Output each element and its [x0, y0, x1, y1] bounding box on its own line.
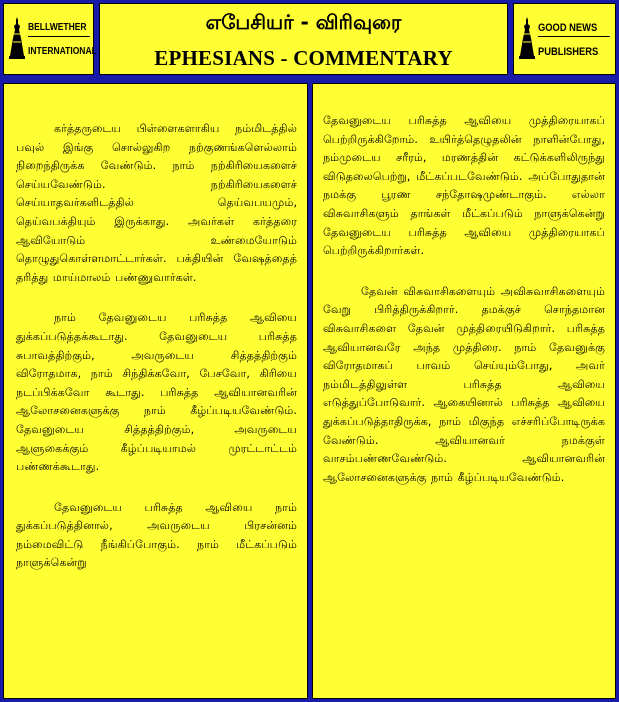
- left-logo-box: [3, 3, 97, 75]
- paragraph: கர்த்தருடைய பிள்ளைகளாகிய நம்மிடத்தில் பவுல் இங்கு சொல்லுகிற நற்குணங்களெல்லாம் நிறைந்திருக்க வேண்டும். நாம் நற்கிரியைகளைச் செய்யவேண்டும். நற்கிரியைகளைச் செய்யாதவர்களிடத்தில் தெய்வபயமும், தெய்வபக்தியும் இருக்காது. அவர்கள் கர்த்தரை ஆவியோடும் உண்மையோடும் தொழுதுகொள்ளமாட்டார்கள். பக்தியின் வேஷத்தைத் தரித்து மாய்மாலம் பண்ணுவார்கள்.: [16, 122, 297, 284]
- title-tamil: எபேசியர் - விரிவுரை: [205, 10, 402, 34]
- good-news-logo: [518, 14, 602, 66]
- left-column: [3, 83, 308, 699]
- logo-divider: [28, 36, 90, 37]
- title-box: [99, 3, 508, 75]
- header-bar: [0, 0, 619, 78]
- good-news-icon: [518, 16, 536, 62]
- right-logo-box: [513, 3, 616, 75]
- left-logo-line2: INTERNATIONAL: [28, 46, 97, 57]
- title-english: EPHESIANS - COMMENTARY: [154, 46, 453, 70]
- paragraph: தேவனுடைய பரிசுத்த ஆவியை முத்திரையாகப் பெற்றிருக்கிறோம். உயிர்த்தெழுதலின் நாளின்போது, நம்முடைய சரீரம், மரணத்தின் கட்டுக்களிலிருந்து விடுதலைபெற்று, மீட்கப்படவேண்டும். அப்போதுதான் நமக்கு பூரண சந்தோஷமுண்டாகும். எல்லா விசுவாசிகளும் தாங்கள் மீட்கப்படும் நாளுக்கென்று தேவனுடைய பரிசுத்த ஆவியை முத்திரையாகப் பெற்றிருக்கிறார்கள்.: [323, 114, 605, 258]
- right-logo-line1: GOOD NEWS: [538, 22, 598, 34]
- right-logo-line2: PUBLISHERS: [538, 46, 599, 58]
- paragraph: தேவனுடைய பரிசுத்த ஆவியை நாம் துக்கப்படுத்தினால், அவருடைய பிரசன்னம் நம்மைவிட்டு நீங்கிப்போகும். நாம் மீட்கப்படும் நாளுக்கென்று: [16, 500, 297, 570]
- bellwether-icon: [8, 16, 26, 62]
- paragraph: நாம் தேவனுடைய பரிசுத்த ஆவியை துக்கப்படுத்தக்கூடாது. தேவனுடைய பரிசுத்த சுபாவத்திற்கும், அவருடைய சித்தத்திற்கும் விரோதமாக, நாம் சிந்திக்கவோ, பேசவோ, கிரியை நடப்பிக்கவோ கூடாது. பரிசுத்த ஆவியானவரின் ஆலோசனைகளுக்கு நாம் கீழ்ப்படியவேண்டும். தேவனுடைய சித்தத்திற்கும், அவருடைய ஆளுகைக்கும் கீழ்ப்படியாமல் முரட்டாட்டம் பண்ணக்கூடாது.: [16, 311, 297, 474]
- left-logo-line1: BELLWETHER: [28, 22, 87, 33]
- bellwether-logo: [8, 14, 97, 66]
- right-column: [312, 83, 616, 699]
- body-frame: [0, 78, 619, 702]
- logo-divider: [538, 36, 610, 37]
- paragraph: தேவன் விசுவாசிகளையும் அவிசுவாசிகளையும் வேறு பிரித்திருக்கிறார். தமக்குச் சொந்தமான விசுவாசிகளை தேவன் முத்திரையிடுகிறார். பரிசுத்த ஆவியானவரே அந்த முத்திரை. நாம் தேவனுக்கு விரோதமாகப் பாவம் செய்யும்போது, அவர் நம்மிடத்திலுள்ள பரிசுத்த ஆவியை எடுத்துப்போடுவார். ஆகையினால் பரிசுத்த ஆவியை துக்கப்படுத்தாதிருக்க, நாம் மிகுந்த எச்சரிப்போடிருக்க வேண்டும். ஆவியானவர் நமக்குள் வாசம்பண்ணவேண்டும். ஆவியானவரின் ஆலோசனைகளுக்கு நாம் கீழ்ப்படியவேண்டும்.: [323, 284, 605, 484]
